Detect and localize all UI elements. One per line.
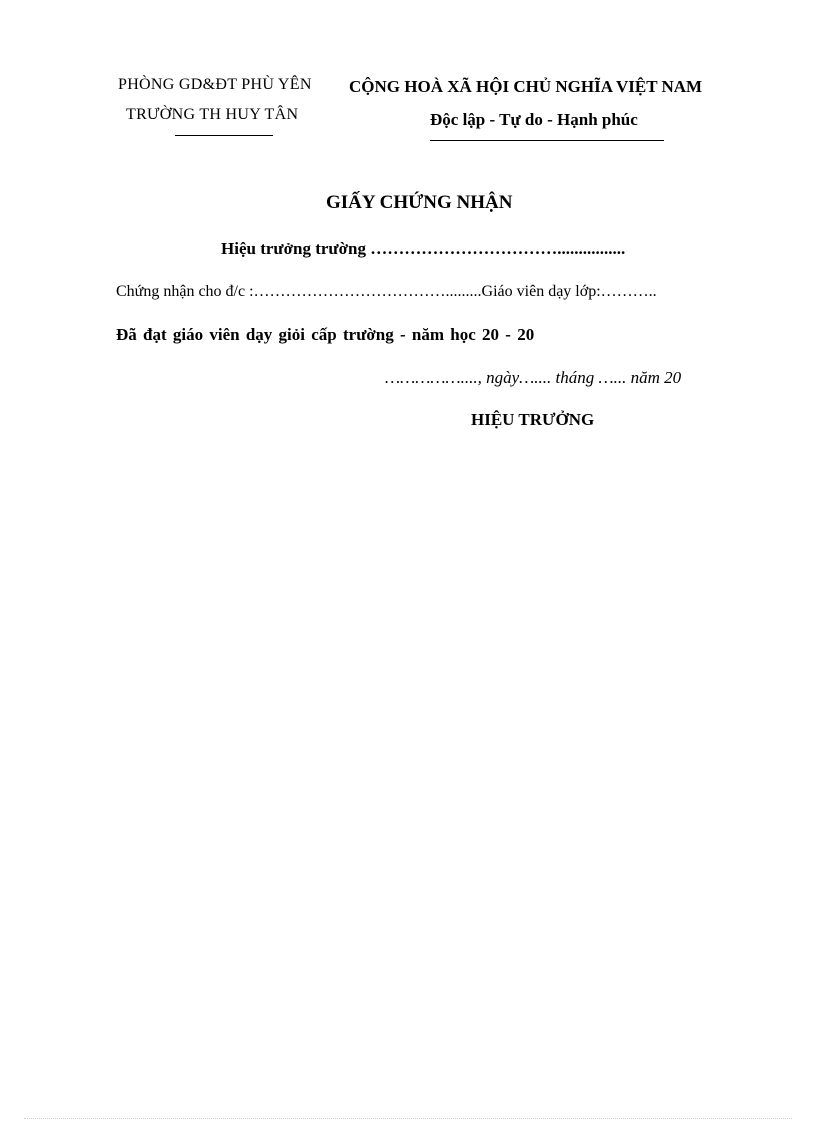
page-bottom-divider — [24, 1118, 792, 1119]
school-name-underline — [175, 135, 273, 136]
country-name: CỘNG HOÀ XÃ HỘI CHỦ NGHĨA VIỆT NAM — [349, 77, 703, 96]
national-motto: Độc lập - Tự do - Hạnh phúc — [430, 110, 638, 129]
date-line: ……………...., ngày….... tháng …... năm 20 — [385, 368, 682, 387]
school-name: TRƯỜNG TH HUY TÂN — [126, 106, 299, 123]
achievement-line: Đã đạt giáo viên dạy giỏi cấp trường - năm học 20 - 20 — [116, 325, 535, 344]
signature-title: HIỆU TRƯỞNG — [471, 410, 595, 429]
national-motto-underline — [430, 140, 664, 141]
department-name: PHÒNG GD&ĐT PHÙ YÊN — [118, 76, 312, 93]
certificate-title: GIẤY CHỨNG NHẬN — [326, 192, 513, 213]
principal-line: Hiệu trưởng trường ……………………………................ — [221, 239, 626, 258]
recipient-line: Chứng nhận cho đ/c :……………………………….........Giáo viên dạy lớp:……….. — [116, 283, 657, 300]
